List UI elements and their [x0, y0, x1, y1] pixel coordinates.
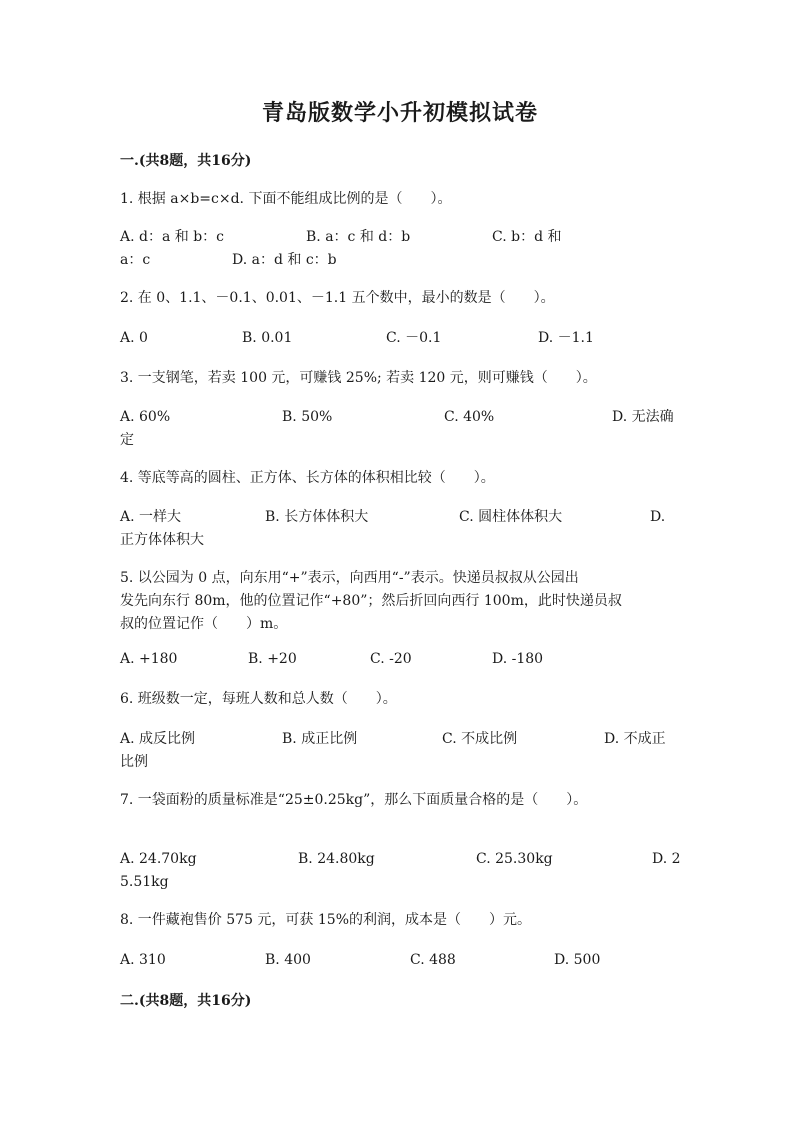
question-6: 6. 班级数一定，每班人数和总人数（ ）。 [120, 691, 397, 707]
q6-option-d[interactable]: D. 不成正 [604, 731, 666, 747]
q1-option-d[interactable]: D. a：d 和 c：b [232, 252, 337, 268]
page-title: 青岛版数学小升初模拟试卷 [261, 100, 538, 126]
q3-option-a[interactable]: A. 60% [120, 409, 171, 425]
q8-option-d[interactable]: D. 500 [554, 952, 601, 968]
question-5 [120, 567, 680, 636]
q2-option-a[interactable]: A. 0 [120, 330, 148, 346]
q7-option-d[interactable]: D. 2 [652, 851, 681, 867]
question-1: 1. 根据 a×b=c×d. 下面不能组成比例的是（ ）。 [120, 191, 452, 207]
section-heading-2: 二.(共8题，共16分) [120, 993, 252, 1009]
question-4: 4. 等底等高的圆柱、正方体、长方体的体积相比较（ ）。 [120, 470, 495, 486]
q6-option-d-wrap: 比例 [120, 754, 148, 770]
q3-option-d-wrap: 定 [120, 432, 134, 448]
q5-option-b[interactable]: B. +20 [248, 651, 297, 667]
q2-option-c[interactable]: C. －0.1 [386, 330, 442, 346]
q3-option-d[interactable]: D. 无法确 [612, 409, 674, 425]
q4-option-c[interactable]: C. 圆柱体体积大 [459, 509, 563, 525]
q8-option-c[interactable]: C. 488 [410, 952, 456, 968]
q6-option-c[interactable]: C. 不成比例 [442, 731, 518, 747]
question-5-line-3: 叔的位置记作（ ）m。 [120, 616, 288, 632]
question-7: 7. 一袋面粉的质量标准是“25±0.25kg”，那么下面质量合格的是（ ）。 [120, 792, 588, 808]
q4-option-d[interactable]: D. [650, 509, 666, 525]
q6-option-b[interactable]: B. 成正比例 [282, 731, 358, 747]
q5-option-a[interactable]: A. +180 [120, 651, 178, 667]
section-heading-1: 一.(共8题，共16分) [120, 153, 252, 169]
question-8: 8. 一件藏袍售价 575 元，可获 15%的利润，成本是（ ）元。 [120, 912, 531, 928]
q7-option-c[interactable]: C. 25.30kg [476, 851, 553, 867]
q1-option-b[interactable]: B. a：c 和 d：b [306, 229, 411, 245]
q3-option-b[interactable]: B. 50% [282, 409, 333, 425]
question-2: 2. 在 0、1.1、－0.1、0.01、－1.1 五个数中，最小的数是（ ）。 [120, 290, 555, 306]
q2-option-b[interactable]: B. 0.01 [242, 330, 293, 346]
q5-option-d[interactable]: D. -180 [492, 651, 544, 667]
q1-option-c[interactable]: C. b：d 和 [492, 229, 562, 245]
q7-option-a[interactable]: A. 24.70kg [120, 851, 197, 867]
question-5-line-2: 发先向东行 80m，他的位置记作“+80”；然后折回向西行 100m，此时快递员叔 [120, 593, 622, 609]
q2-option-d[interactable]: D. －1.1 [538, 330, 594, 346]
q8-option-a[interactable]: A. 310 [120, 952, 166, 968]
q1-option-c-wrap: a：c [120, 252, 151, 268]
q6-option-a[interactable]: A. 成反比例 [120, 731, 196, 747]
q3-option-c[interactable]: C. 40% [444, 409, 495, 425]
q8-option-b[interactable]: B. 400 [265, 952, 311, 968]
q4-option-b[interactable]: B. 长方体体积大 [265, 509, 369, 525]
q1-option-a[interactable]: A. d：a 和 b：c [120, 229, 225, 245]
q7-option-d-wrap: 5.51kg [120, 874, 169, 890]
q4-option-d-wrap: 正方体体积大 [120, 532, 204, 548]
q5-option-c[interactable]: C. -20 [370, 651, 412, 667]
q4-option-a[interactable]: A. 一样大 [120, 509, 182, 525]
question-3: 3. 一支钢笔，若卖 100 元，可赚钱 25%; 若卖 120 元，则可赚钱（ ）。 [120, 370, 597, 386]
question-5-line-1: 5. 以公园为 0 点，向东用“+”表示，向西用“-”表示。快递员叔叔从公园出 [120, 570, 579, 586]
q7-option-b[interactable]: B. 24.80kg [298, 851, 375, 867]
